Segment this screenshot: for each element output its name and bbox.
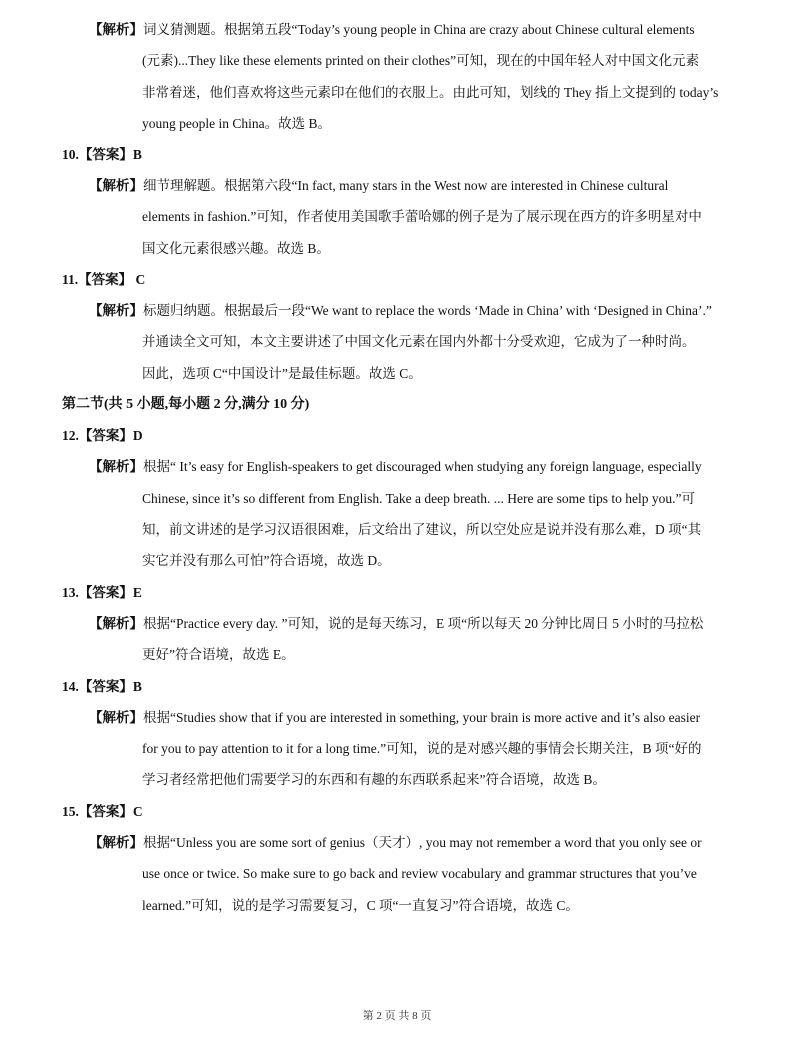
- answer-label: 12.【答案】D: [62, 428, 143, 443]
- analysis-line: 更好”符合语境，故选 E。: [142, 647, 295, 662]
- analysis-line: (元素)...They like these elements printed on their clothes”可知，现在的中国年轻人对中国文化元素: [142, 53, 700, 68]
- answer-label: 14.【答案】B: [62, 679, 142, 694]
- analysis-line: for you to pay attention to it for a long time.”可知，说的是对感兴趣的事情会长期关注，B 项“好的: [142, 741, 702, 756]
- analysis-line: learned.”可知，说的是学习需要复习，C 项“一直复习”符合语境，故选 C。: [142, 898, 579, 913]
- analysis-text: 根据“Studies show that if you are interested in something, your brain is more active and it’s also easier: [143, 710, 701, 725]
- analysis-line: 国文化元素很感兴趣。故选 B。: [142, 241, 330, 256]
- analysis-tag: 【解析】: [89, 710, 143, 725]
- analysis-tag: 【解析】: [89, 459, 143, 474]
- analysis-line: use once or twice. So make sure to go back and review vocabulary and grammar structures that you’ve: [142, 866, 697, 881]
- analysis-tag: 【解析】: [89, 303, 143, 318]
- analysis-text: 根据“Unless you are some sort of genius（天才）, you may not remember a word that you only see or: [143, 835, 702, 850]
- analysis-tag: 【解析】: [89, 22, 143, 37]
- analysis-line: 非常着迷，他们喜欢将这些元素印在他们的衣服上。由此可知，划线的 They 指上文提到的 today’s: [142, 85, 719, 100]
- answer-label: 10.【答案】B: [62, 147, 142, 162]
- analysis-line: [89, 458, 702, 476]
- analysis-line: young people in China。故选 B。: [142, 116, 331, 131]
- analysis-line: 因此，选项 C“中国设计”是最佳标题。故选 C。: [142, 366, 422, 381]
- analysis-line: [89, 834, 702, 852]
- analysis-line: Chinese, since it’s so different from English. Take a deep breath. ... Here are some tips to help you.”可: [142, 491, 696, 506]
- answer-label: 13.【答案】E: [62, 585, 142, 600]
- analysis-line: 并通读全文可知，本文主要讲述了中国文化元素在国内外都十分受欢迎，它成为了一种时尚。: [142, 334, 696, 349]
- analysis-tag: 【解析】: [89, 178, 143, 193]
- analysis-line: 学习者经常把他们需要学习的东西和有趣的东西联系起来”符合语境，故选 B。: [142, 772, 606, 787]
- analysis-line: [89, 709, 700, 727]
- analysis-line: 知，前文讲述的是学习汉语很困难，后文给出了建议，所以空处应是说并没有那么难，D 项“其: [142, 522, 702, 537]
- analysis-tag: 【解析】: [89, 835, 143, 850]
- answer-label: 11.【答案】 C: [62, 272, 146, 287]
- analysis-line: [89, 615, 703, 633]
- section-title: 第二节(共 5 小题,每小题 2 分,满分 10 分): [62, 397, 310, 412]
- answer-label: 15.【答案】C: [62, 804, 143, 819]
- analysis-text: 细节理解题。根据第六段“In fact, many stars in the West now are interested in Chinese cultural: [143, 178, 669, 193]
- analysis-text: 根据“Practice every day. ”可知，说的是每天练习，E 项“所以每天 20 分钟比周日 5 小时的马拉松: [143, 616, 704, 631]
- analysis-line: [89, 177, 668, 195]
- analysis-text: 根据“ It’s easy for English-speakers to get discouraged when studying any foreign language, especially: [143, 459, 702, 474]
- analysis-line: elements in fashion.”可知，作者使用美国歌手蕾哈娜的例子是为了展示现在西方的许多明星对中: [142, 209, 702, 224]
- page-footer: 第 2 页 共 8 页: [362, 1010, 432, 1022]
- analysis-line: [89, 302, 712, 320]
- analysis-line: [89, 21, 695, 39]
- analysis-line: 实它并没有那么可怕”符合语境，故选 D。: [142, 553, 391, 568]
- analysis-text: 词义猜测题。根据第五段“Today’s young people in China are crazy about Chinese cultural elements: [143, 22, 695, 37]
- analysis-tag: 【解析】: [89, 616, 143, 631]
- analysis-text: 标题归纳题。根据最后一段“We want to replace the words ‘Made in China’ with ‘Designed in China’.”: [143, 303, 712, 318]
